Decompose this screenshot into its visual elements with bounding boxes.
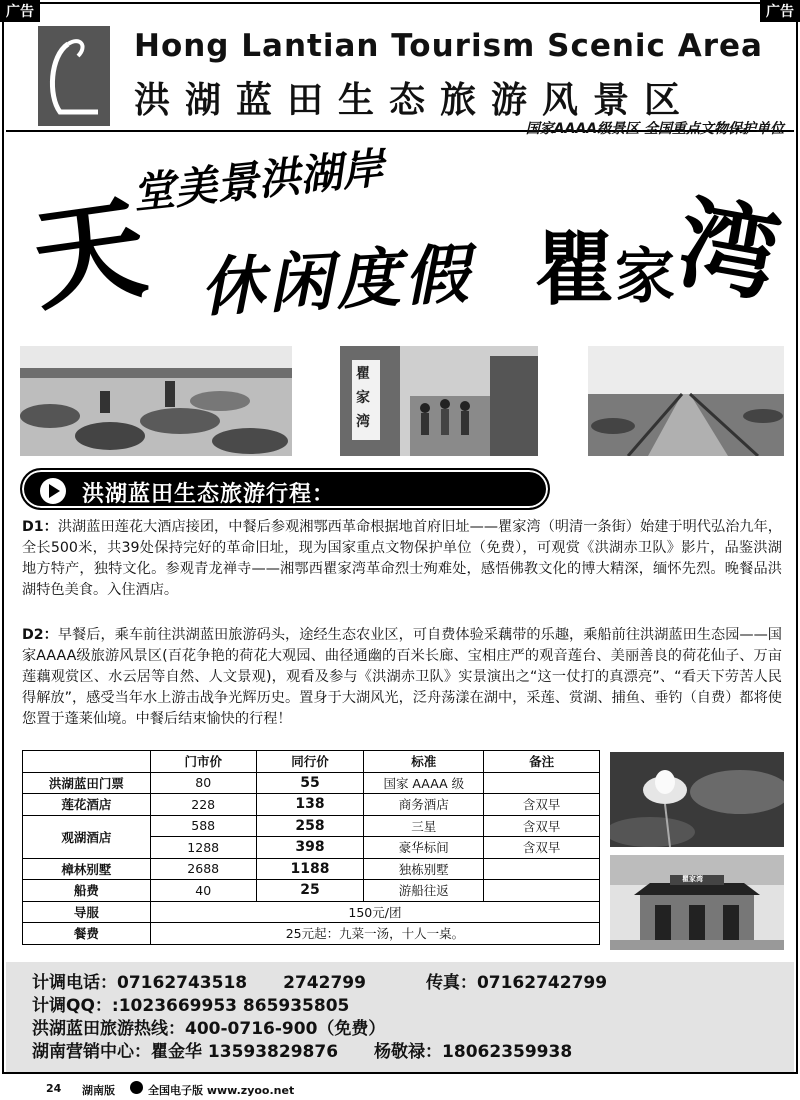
calligraphy-wan: 湾: [669, 183, 789, 317]
itinerary-day1: [22, 517, 782, 601]
page-number: 24: [46, 1082, 62, 1095]
day2-text: 早餐后，乘车前往洪湖蓝田旅游码头，途经生态农业区，可自费体验采藕带的乐趣，乘船前往洪湖蓝田生态园——国家AAAA级旅游风景区(百花争艳的荷花大观园、曲径通幽的百米长廊、宝相庄严的观音莲台、美丽善良的荷花仙子、万亩莲藕观赏区、水云居等自然、人文景观)，观看及参与《洪湖赤卫队》实景演出之“这一仗打的真漂亮”、“看天下劳苦人民得解放”，感受当年水上游击战争光辉历史。置身于大湖风光，泛舟荡漾在湖中，采莲、赏湖、捕鱼、垂钓（自费）都将使您置于蓬莱仙境。中餐后结束愉快的行程！: [22, 627, 782, 727]
contact-phone-line: [32, 972, 794, 995]
hotline-label: 洪湖蓝田旅游热线：: [32, 1019, 185, 1039]
itinerary-day2: [22, 625, 782, 730]
photo-qujiawan-street: [340, 346, 538, 456]
fax-label: 传真：: [425, 973, 477, 993]
table-row: [23, 880, 600, 902]
photo-lotus-pond: [20, 346, 292, 456]
title-english: Hong Lantian Tourism Scenic Area: [134, 28, 763, 64]
phone-number-2: 2742799: [283, 973, 366, 993]
header-cell-standard: 标准: [364, 751, 484, 773]
row-item: 洪湖蓝田门票: [23, 772, 151, 794]
hunan-label: 湖南营销中心：: [32, 1042, 151, 1062]
calligraphy-tian: 天: [24, 181, 154, 328]
header-cell-trade: 同行价: [256, 751, 364, 773]
header-subtitle: 国家AAAA级景区 全国重点文物保护单位: [525, 121, 784, 137]
table-row: [23, 901, 600, 923]
hunan-person-1: 瞿金华 13593829876: [151, 1042, 339, 1062]
row-standard: 游船往返: [364, 880, 484, 902]
row-retail: 228: [150, 794, 256, 816]
table-row: [23, 923, 600, 945]
phone-label: 计调电话：: [32, 973, 117, 993]
village-sign-text: 瞿家湾: [356, 366, 370, 430]
row-retail: 2688: [150, 858, 256, 880]
row-retail: 588: [150, 815, 256, 837]
ad-tag-left: 广告: [0, 0, 40, 22]
header-cell-note: 备注: [484, 751, 600, 773]
row-standard: 独栋别墅: [364, 858, 484, 880]
row-note: [484, 772, 600, 794]
row-merged: 25元起：九菜一汤，十人一桌。: [150, 923, 599, 945]
row-item: 导服: [23, 901, 151, 923]
row-item: 樟林别墅: [23, 858, 151, 880]
header-cell-retail: 门市价: [150, 751, 256, 773]
fax-number: 07162742799: [476, 973, 608, 993]
row-trade: 138: [256, 794, 364, 816]
ad-tag-right: 广告: [760, 0, 800, 22]
row-note: 含双早: [484, 815, 600, 837]
photo-wooden-bridge: [588, 346, 784, 456]
price-table: [22, 750, 600, 945]
contact-qq-line: [32, 995, 794, 1018]
header: [6, 20, 794, 137]
row-standard: 商务酒店: [364, 794, 484, 816]
photo-qujiawan-gate: [610, 855, 784, 950]
itinerary-section-title: 洪湖蓝田生态旅游行程：: [82, 482, 336, 507]
calligraphy-line1: 堂美景洪湖岸: [130, 142, 387, 219]
row-standard: 国家 AAAA 级: [364, 772, 484, 794]
edition-label: 湖南版: [82, 1084, 115, 1097]
table-row: [23, 794, 600, 816]
row-note: 含双早: [484, 794, 600, 816]
row-item: 餐费: [23, 923, 151, 945]
photo-lotus-flower: [610, 752, 784, 847]
hotline-number: 400-0716-900（免费）: [185, 1019, 386, 1039]
table-row: [23, 858, 600, 880]
calligraphy-jia-char: 家: [615, 242, 675, 312]
row-trade: 25: [256, 880, 364, 902]
footer: [0, 1078, 800, 1100]
title-chinese: 洪湖蓝田生态旅游风景区: [134, 79, 696, 121]
row-note: 含双早: [484, 837, 600, 859]
row-standard: 三星: [364, 815, 484, 837]
qq-numbers: :1023669953 865935805: [111, 996, 350, 1016]
gate-sign-text: 瞿家湾: [682, 874, 703, 883]
row-trade: 398: [256, 837, 364, 859]
day1-text: 洪湖蓝田莲花大酒店接团，中餐后参观湘鄂西革命根据地首府旧址——瞿家湾（明清一条街）始建于明代弘治九年，全长500米，共39处保持完好的革命旧址，现为国家重点文物保护单位（免费），可观赏《洪湖赤卫队》影片，品鉴洪湖地方特产，独特文化。参观青龙禅寺——湘鄂西瞿家湾革命烈士殉难处，感悟佛教文化的博大精深，缅怀先烈。晚餐品洪湖特色美食。入住酒店。: [22, 519, 782, 598]
day1-label: D1：: [22, 519, 58, 535]
row-merged: 150元/团: [150, 901, 599, 923]
calligraphy-line2: 休闲度假: [198, 236, 475, 327]
row-trade: 258: [256, 815, 364, 837]
table-row: [23, 815, 600, 837]
contact-hotline-line: [32, 1018, 794, 1041]
row-item: 莲花酒店: [23, 794, 151, 816]
row-item: 船费: [23, 880, 151, 902]
row-trade: 55: [256, 772, 364, 794]
table-header-row: [23, 751, 600, 773]
row-retail: 80: [150, 772, 256, 794]
qq-label: 计调QQ：: [32, 996, 112, 1016]
row-note: [484, 880, 600, 902]
row-item: 观湖酒店: [23, 815, 151, 858]
calligraphy-qu-char: 瞿: [535, 222, 615, 316]
itinerary-section-header: [20, 468, 550, 510]
hunan-person-2: 杨敬禄：18062359938: [374, 1042, 573, 1062]
calligraphy-slogan: [20, 140, 790, 340]
website-text: 全国电子版 www.zyoo.net: [148, 1084, 295, 1097]
row-standard: 豪华标间: [364, 837, 484, 859]
logo: [38, 26, 110, 126]
contact-panel: [6, 962, 794, 1072]
phone-number-1: 07162743518: [117, 973, 248, 993]
row-trade: 1188: [256, 858, 364, 880]
calligraphy-qu: [535, 205, 675, 320]
row-note: [484, 858, 600, 880]
row-retail: 40: [150, 880, 256, 902]
edition-logo-icon: [130, 1081, 143, 1094]
logo-swirl-icon: [38, 26, 110, 126]
row-retail: 1288: [150, 837, 256, 859]
play-icon: [40, 478, 66, 504]
contact-hunan-line: [32, 1041, 794, 1064]
header-cell-empty: [23, 751, 151, 773]
day2-label: D2：: [22, 627, 58, 643]
table-row: [23, 772, 600, 794]
